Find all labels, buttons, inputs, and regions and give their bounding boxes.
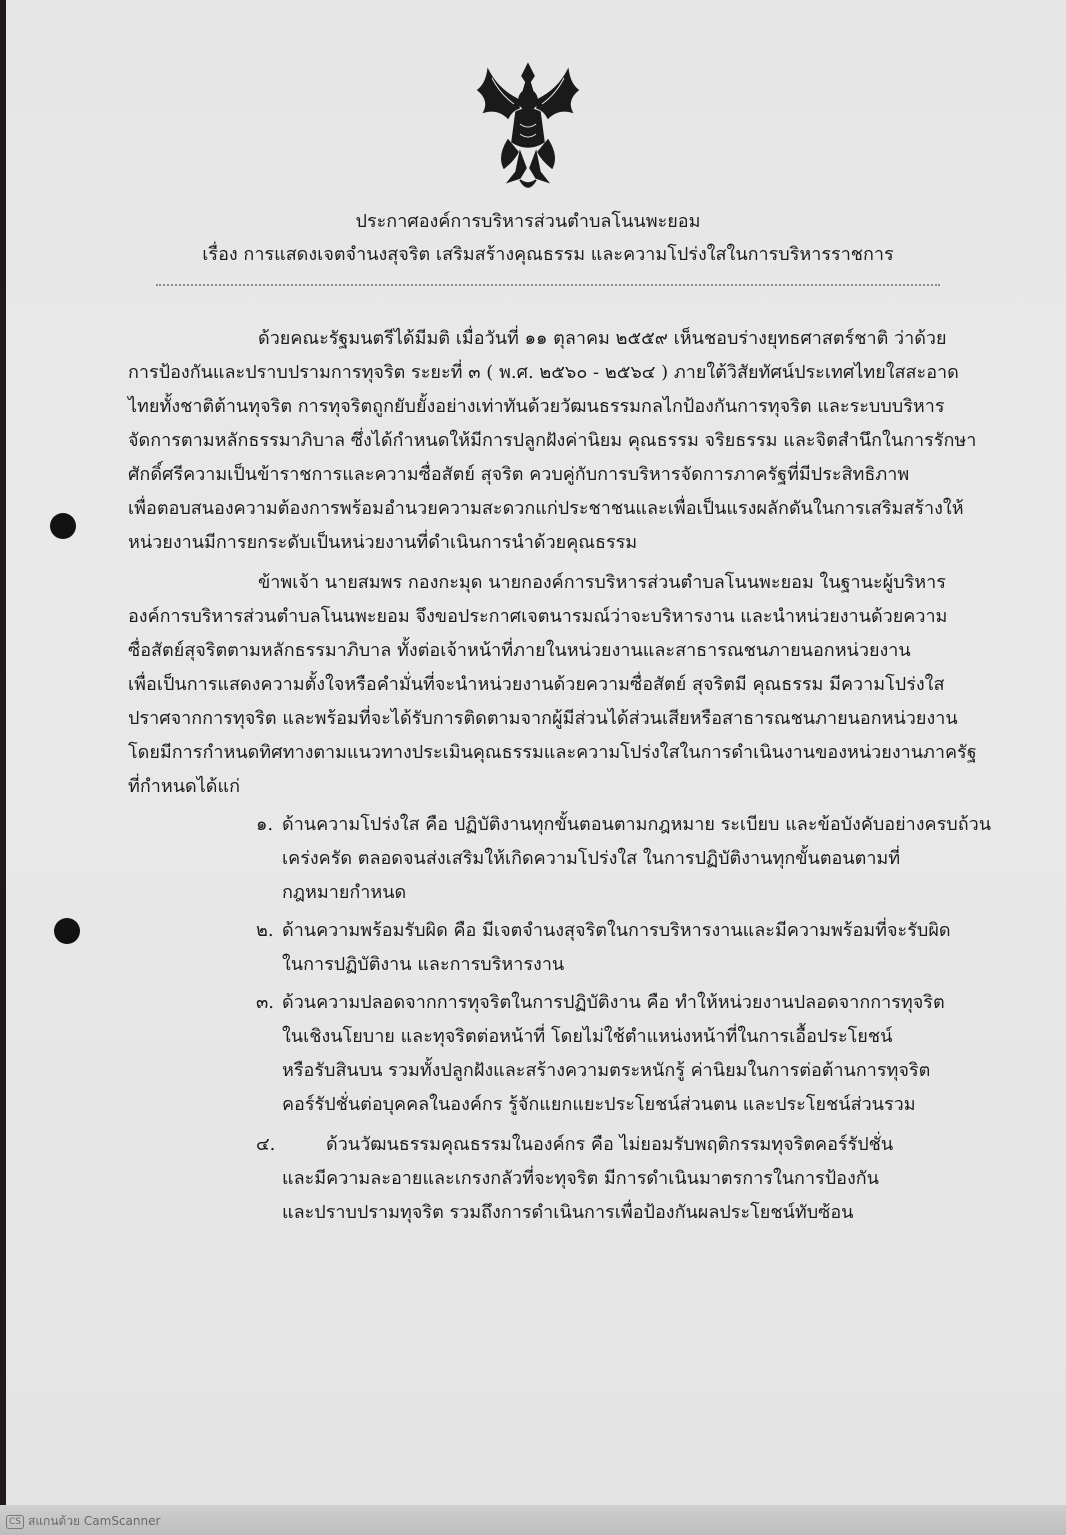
paragraph-1-line: เพื่อตอบสนองความต้องการพร้อมอำนวยความสะดวกแก่ประชาชนและเพื่อเป็นแรงผลักดันในการเสริมสร้างให้ [128, 498, 964, 519]
list-item-line: และมีความละอายและเกรงกลัวที่จะทุจริต มีการดำเนินมาตรการในการป้องกัน [282, 1168, 879, 1189]
list-item-number: ๑. [256, 814, 274, 835]
paragraph-1-line: การป้องกันและปราบปรามการทุจริต ระยะที่ ๓ ( พ.ศ. ๒๕๖๐ - ๒๕๖๔ ) ภายใต้วิสัยทัศน์ประเทศไทยใสสะอาด [128, 362, 959, 383]
list-item-number: ๔. [256, 1134, 276, 1155]
header-line-1: ประกาศองค์การบริหารส่วนตำบลโนนพะยอม [355, 211, 701, 232]
list-item-number: ๓. [256, 992, 275, 1013]
paragraph-2-line: ซื่อสัตย์สุจริตตามหลักธรรมาภิบาล ทั้งต่อเจ้าหน้าที่ภายในหน่วยงานและสาธารณชนภายนอกหน่วยงาน [128, 640, 911, 661]
list-item-line: ด้วนวัฒนธรรมคุณธรรมในองค์กร คือ ไม่ยอมรับพฤติกรรมทุจริตคอร์รัปชั่น [326, 1134, 894, 1155]
list-item-line: ในเชิงนโยบาย และทุจริตต่อหน้าที่ โดยไม่ใช้ตำแหน่งหน้าที่ในการเอื้อประโยชน์ [282, 1026, 893, 1047]
paragraph-2-line: ข้าพเจ้า นายสมพร กองกะมุด นายกองค์การบริหารส่วนตำบลโนนพะยอม ในฐานะผู้บริหาร [258, 572, 946, 593]
list-item-line: และปราบปรามทุจริต รวมถึงการดำเนินการเพื่อป้องกันผลประโยชน์ทับซ้อน [282, 1202, 854, 1223]
paragraph-1-line: จัดการตามหลักธรรมาภิบาล ซึ่งได้กำหนดให้มีการปลูกฝังค่านิยม คุณธรรม จริยธรรม และจิตสำนึกในการรักษา [128, 430, 977, 451]
paragraph-1-line: ศักดิ์ศรีความเป็นข้าราชการและความซื่อสัตย์ สุจริต ควบคู่กับการบริหารจัดการภาครัฐที่มีประสิทธิภาพ [128, 464, 910, 485]
camscanner-watermark [6, 1512, 160, 1531]
paragraph-1-line: หน่วยงานมีการยกระดับเป็นหน่วยงานที่ดำเนินการนำด้วยคุณธรรม [128, 532, 638, 553]
paragraph-2-line: องค์การบริหารส่วนตำบลโนนพะยอม จึงขอประกาศเจตนารมณ์ว่าจะบริหารงาน และนำหน่วยงานด้วยความ [128, 606, 948, 627]
header-divider [156, 284, 940, 286]
paragraph-2-line: โดยมีการกำหนดทิศทางตามแนวทางประเมินคุณธรรมและความโปร่งใสในการดำเนินงานของหน่วยงานภาครัฐ [128, 742, 977, 763]
watermark-text: สแกนด้วย CamScanner [28, 1514, 161, 1528]
paragraph-2-line: เพื่อเป็นการแสดงความตั้งใจหรือคำมั่นที่จะนำหน่วยงานด้วยความซื่อสัตย์ สุจริตมี คุณธรรม มีความโปร่งใส [128, 674, 945, 695]
paragraph-1-line: ไทยทั้งชาติต้านทุจริต การทุจริตถูกยับยั้งอย่างเท่าทันด้วยวัฒนธรรมกลไกป้องกันการทุจริต และระบบบริหาร [128, 396, 945, 417]
list-item-line: หรือรับสินบน รวมทั้งปลูกฝังและสร้างความตระหนักรู้ ค่านิยมในการต่อต้านการทุจริต [282, 1060, 931, 1081]
punch-hole-bottom [54, 918, 80, 944]
paragraph-1-line: ด้วยคณะรัฐมนตรีได้มีมติ เมื่อวันที่ ๑๑ ตุลาคม ๒๕๕๙ เห็นชอบร่างยุทธศาสตร์ชาติ ว่าด้วย [258, 328, 947, 349]
list-item-line: ด้วนความปลอดจากการทุจริตในการปฏิบัติงาน คือ ทำให้หน่วยงานปลอดจากการทุจริต [282, 992, 945, 1013]
punch-hole-top [50, 513, 76, 539]
list-item-line: ในการปฏิบัติงาน และการบริหารงาน [282, 954, 565, 975]
list-item-line: ด้านความโปร่งใส คือ ปฏิบัติงานทุกขั้นตอนตามกฎหมาย ระเบียบ และข้อบังคับอย่างครบถ้วน [282, 814, 992, 835]
list-item-line: คอร์รัปชั่นต่อบุคคลในองค์กร รู้จักแยกแยะประโยชน์ส่วนตน และประโยชน์ส่วนรวม [282, 1094, 916, 1115]
paragraph-2-line: ปราศจากการทุจริต และพร้อมที่จะได้รับการติดตามจากผู้มีส่วนได้ส่วนเสียหรือสาธารณชนภายนอกหน่วยงาน [128, 708, 958, 729]
garuda-emblem [468, 60, 588, 200]
list-item-line: เคร่งครัด ตลอดจนส่งเสริมให้เกิดความโปร่งใส ในการปฏิบัติงานทุกขั้นตอนตามที่ [282, 848, 901, 869]
list-item-line: ด้านความพร้อมรับผิด คือ มีเจตจำนงสุจริตในการบริหารงานและมีความพร้อมที่จะรับผิด [282, 920, 951, 941]
list-item-line: กฎหมายกำหนด [282, 882, 407, 903]
camscanner-logo: CS [6, 1515, 24, 1529]
paragraph-2-line: ที่กำหนดได้แก่ [128, 776, 240, 797]
header-line-2: เรื่อง การแสดงเจตจำนงสุจริต เสริมสร้างคุณธรรม และความโปร่งใสในการบริหารราชการ [202, 244, 894, 265]
list-item-number: ๒. [256, 920, 274, 941]
